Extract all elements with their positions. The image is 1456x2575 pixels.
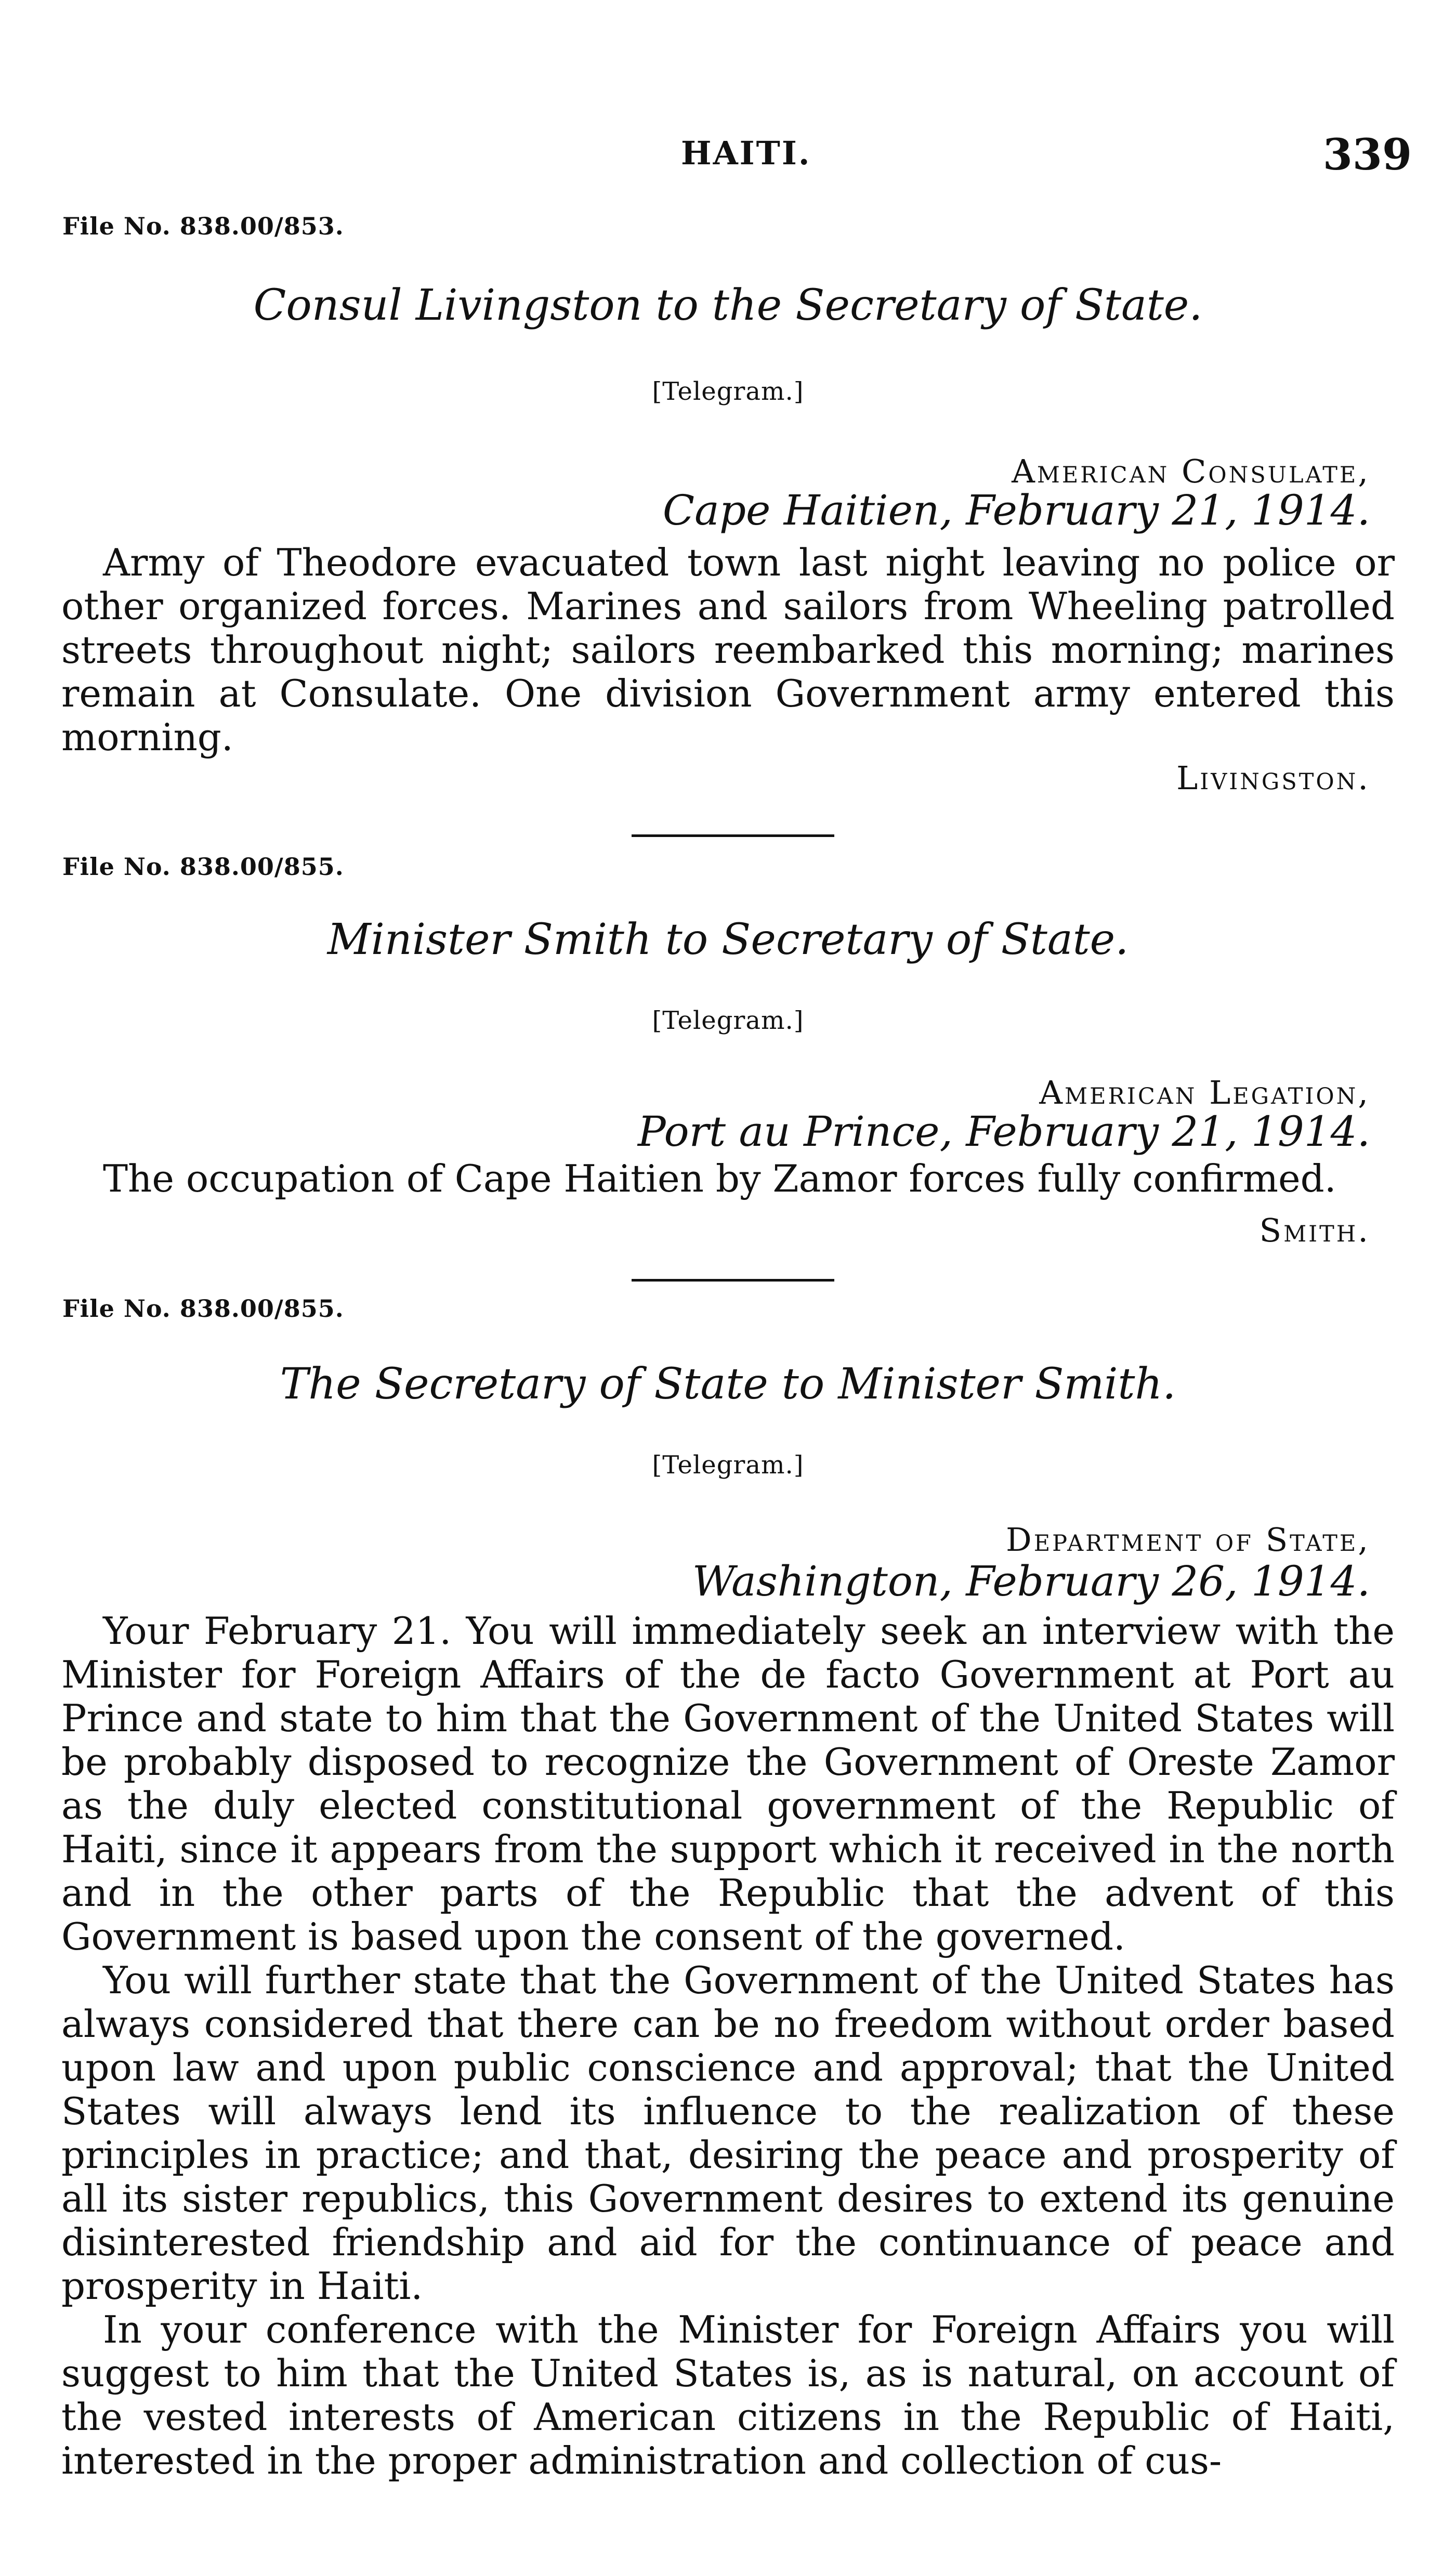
- message-body: [61, 1609, 1395, 2482]
- document-title: Consul Livingston to the Secretary of State.: [253, 281, 1203, 330]
- telegram-label: [Telegram.]: [652, 1006, 804, 1035]
- running-title: HAITI.: [681, 134, 811, 172]
- page-number: 339: [1322, 130, 1412, 180]
- signature: Smith.: [1259, 1211, 1370, 1249]
- place-date: Cape Haitien, February 21, 1914.: [662, 486, 1370, 534]
- sender-office: American Legation,: [1039, 1074, 1370, 1112]
- sender-office: American Consulate,: [1012, 452, 1370, 490]
- signature: Livingston.: [1176, 759, 1370, 797]
- telegram-label: [Telegram.]: [652, 1450, 804, 1480]
- telegram-label: [Telegram.]: [652, 377, 804, 406]
- message-body: [61, 541, 1395, 759]
- document-title: Minister Smith to Secretary of State.: [327, 915, 1129, 964]
- section-divider: [632, 834, 834, 837]
- paragraph: In your conference with the Minister for Foreign Affairs you will suggest to him that the United States is, as is natural, on account of the vested interests of American citizens in the Republic of Haiti, interested in the proper administration and collection of cus-: [61, 2308, 1395, 2482]
- paragraph: Your February 21. You will immediately seek an interview with the Minister for Foreign Affairs of the de facto Government at Port au Prince and state to him that the Government of the United States will be probably disposed to recognize the Government of Oreste Zamor as the duly elected constitutional government of the Republic of Haiti, since it appears from the support which it received in the north and in the other parts of the Republic that the advent of this Government is based upon the consent of the governed.: [61, 1609, 1395, 1958]
- sender-office: Department of State,: [1006, 1521, 1370, 1559]
- file-number: File No. 838.00/855.: [62, 853, 344, 881]
- section-divider: [632, 1279, 834, 1282]
- place-date: Washington, February 26, 1914.: [692, 1557, 1370, 1605]
- file-number: File No. 838.00/853.: [62, 212, 344, 240]
- document-title: The Secretary of State to Minister Smith.: [280, 1360, 1176, 1409]
- paragraph: Army of Theodore evacuated town last night leaving no police or other organized forces. Marines and sailors from Wheeling patrolled streets throughout night; sailors reembarked this morning; marines remain at Consulate. One division Government army entered this morning.: [61, 541, 1395, 759]
- paragraph: You will further state that the Government of the United States has always considered that there can be no freedom without order based upon law and upon public conscience and approval; that the United States will always lend its influence to the realization of these principles in practice; and that, desiring the peace and prosperity of all its sister republics, this Government desires to extend its genuine disinterested friendship and aid for the continuance of peace and prosperity in Haiti.: [61, 1958, 1395, 2308]
- running-head: [0, 130, 1456, 181]
- message-body: [61, 1157, 1395, 1200]
- place-date: Port au Prince, February 21, 1914.: [637, 1107, 1370, 1156]
- paragraph: The occupation of Cape Haitien by Zamor forces fully confirmed.: [103, 1157, 1336, 1200]
- file-number: File No. 838.00/855.: [62, 1295, 344, 1323]
